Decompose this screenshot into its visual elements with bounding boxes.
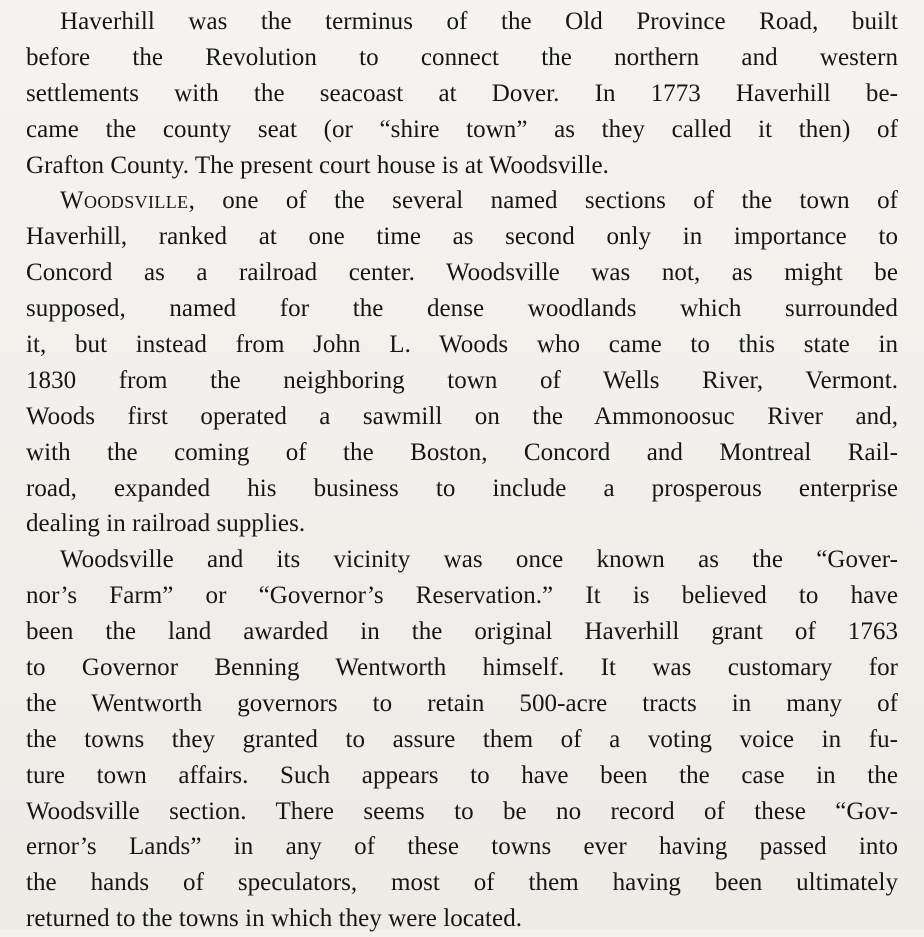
text-line: been the land awarded in the original Haverhill grant of 1763: [26, 618, 898, 646]
text-line: returned to the towns in which they were located.: [26, 905, 523, 933]
text-line: Concord as a railroad center. Woodsville was not, as might be: [26, 259, 898, 287]
text-line: Haverhill, ranked at one time as second only in importance to: [26, 223, 898, 251]
text-line: the hands of speculators, most of them having been ultimately: [26, 869, 898, 897]
text-line: came the county seat (or “shire town” as they called it then) of: [26, 115, 898, 143]
text-line: [26, 183, 898, 219]
smallcaps-lead: Woodsville: [60, 187, 189, 215]
text-line: it, but instead from John L. Woods who came to this state in: [26, 331, 898, 359]
text-line: Haverhill was the terminus of the Old Province Road, built: [60, 8, 898, 35]
text-line: before the Revolution to connect the northern and western: [26, 43, 898, 71]
text-line: settlements with the seacoast at Dover. In 1773 Haverhill be-: [26, 79, 898, 107]
text-line: Woods first operated a sawmill on the Ammonoosuc River and,: [26, 402, 898, 430]
text-line-rest: , one of the several named sections of the town of: [188, 187, 898, 215]
text-line: Woodsville and its vicinity was once known as the “Gover-: [60, 546, 898, 574]
text-line: road, expanded his business to include a prosperous enterprise: [26, 474, 898, 502]
text-line: supposed, named for the dense woodlands which surrounded: [26, 295, 898, 323]
text-line: dealing in railroad supplies.: [26, 510, 306, 538]
text-line: 1830 from the neighboring town of Wells River, Vermont.: [26, 366, 898, 394]
text-line: Woodsville section. There seems to be no record of these “Gov-: [26, 797, 898, 825]
text-line: with the coming of the Boston, Concord and Montreal Rail-: [26, 438, 898, 466]
text-line: the Wentworth governors to retain 500-acre tracts in many of: [26, 689, 898, 717]
text-line: Grafton County. The present court house is at Woodsville.: [26, 151, 609, 179]
text-line: to Governor Benning Wentworth himself. It was customary for: [26, 654, 898, 682]
text-line: nor’s Farm” or “Governor’s Reservation.” It is believed to have: [26, 582, 898, 610]
text-line: the towns they granted to assure them of a voting voice in fu-: [26, 725, 898, 753]
text-line: ernor’s Lands” in any of these towns ever having passed into: [26, 833, 898, 861]
body-text: [26, 4, 898, 937]
text-line: ture town affairs. Such appears to have been the case in the: [26, 761, 898, 789]
